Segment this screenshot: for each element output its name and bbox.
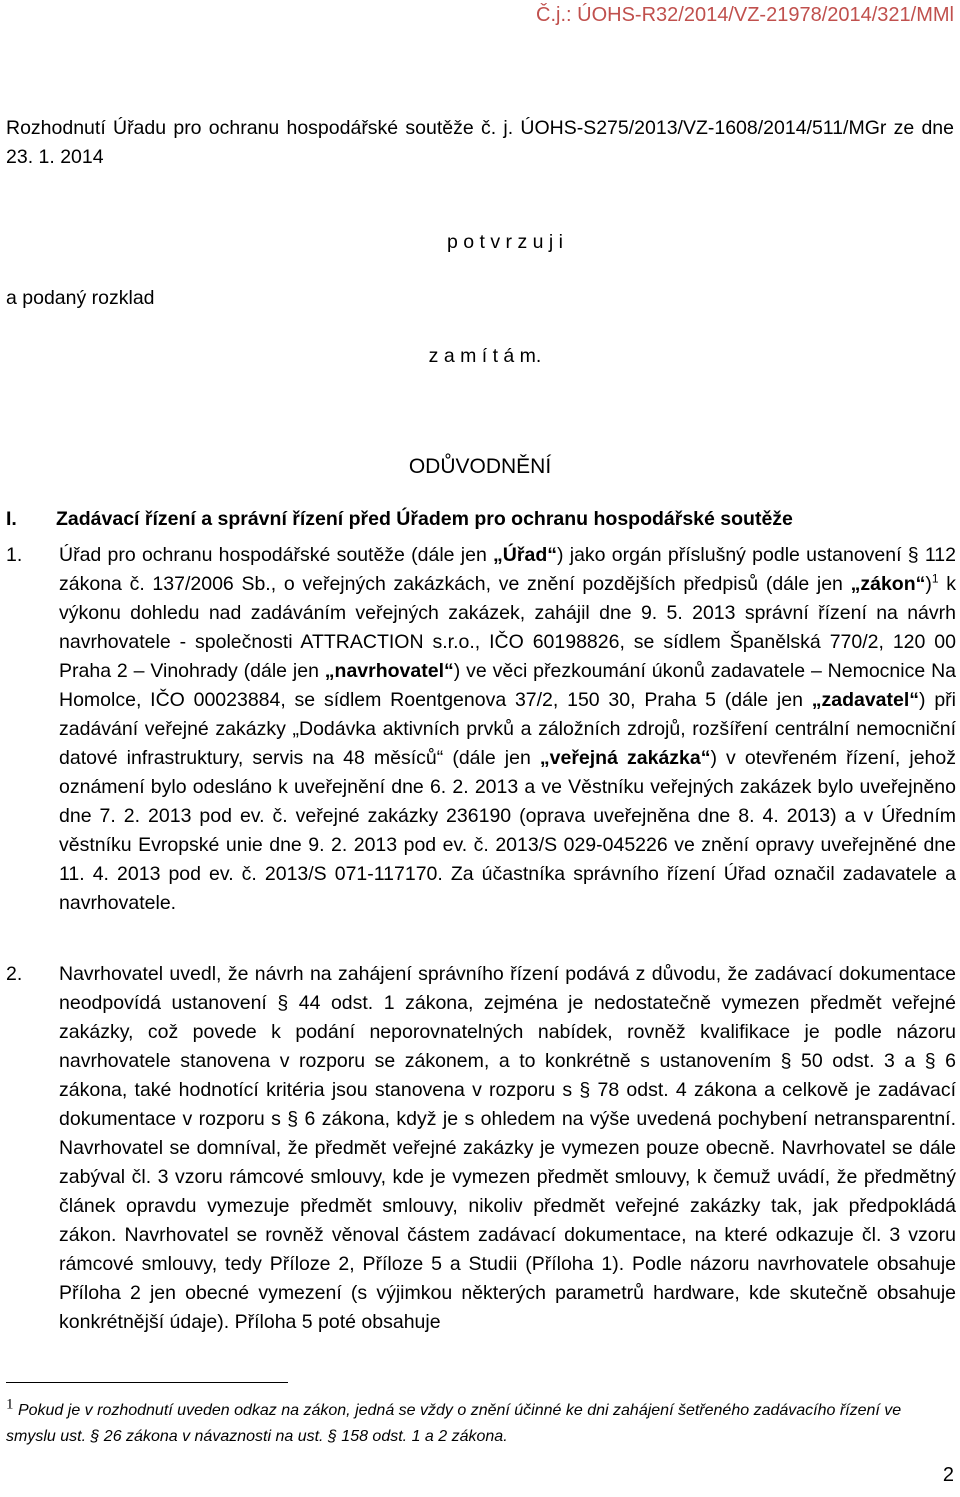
footnote-text: Pokud je v rozhodnutí uveden odkaz na zákon, jedná se vždy o znění účinné ke dni zahájení šetřeného zadávacího řízení ve smyslu ust. § 26 zákona v návaznosti na ust. § 158 odst. 1 a 2 zákona. [6, 1402, 902, 1445]
decision-intro: Rozhodnutí Úřadu pro ochranu hospodářské soutěže č. j. ÚOHS-S275/2013/VZ-1608/2014/511/MGr ze dne 23. 1. 2014 [6, 117, 954, 168]
term-zakon: „zákon“ [850, 573, 926, 595]
term-zadavatel: „zadavatel“ [811, 689, 920, 711]
reasoning-heading: ODŮVODNĚNÍ [408, 455, 552, 478]
appeal-statement: a podaný rozklad [6, 287, 155, 309]
footnote-reference: 1 [931, 571, 939, 586]
case-reference: Č.j.: ÚOHS-R32/2014/VZ-21978/2014/321/MMl [536, 4, 954, 26]
paragraph-number: 1. [6, 544, 23, 566]
paragraph-2: Navrhovatel uvedl, že návrh na zahájení správního řízení podává z důvodu, že zadávací dokumentace neodpovídá ustanovení § 44 odst. 1 zákona, zejména je nedostatečně vymezen předmět veřejné zakázky, což povede k podání neporovnatelných nabídek, rovněž kvalifikace je podle názoru navrhovatele stanovena v rozporu se zákonem, a to konkrétně s ustanovením § 50 odst. 3 a § 6 zákona, také hodnotící kritéria jsou stanovena v rozporu s § 78 odst. 4 zákona a celkově je zadávací dokumentace v rozporu s § 6 zákona, když je s ohledem na výše uvedená pochybení netransparentní. Navrhovatel se domníval, že předmět veřejné zakázky je vymezen pouze obecně. Navrhovatel se dále zabýval čl. 3 vzoru rámcové smlouvy, kde je vymezen předmět smlouvy, k čemuž uvádí, že předmětný článek opravdu vymezuje předmět smlouvy, nikoliv předmět veřejné zakázky tak, jak předpokládá zákon. Navrhovatel se rovněž věnoval částem zadávací dokumentace, na které odkazuje čl. 3 vzoru rámcové smlouvy, tedy Příloze 2, Příloze 5 a Studii (Příloha 1). Podle názoru navrhovatele obsahuje Příloha 2 jen obecné vymezení (s výjimkou některých parametrů hardware, kde skutečně obsahuje konkrétnější údaje). Příloha 5 poté obsahuje [59, 963, 956, 1333]
term-navrhovatel: „navrhovatel“ [324, 660, 454, 682]
section-heading [6, 505, 793, 534]
footnote [6, 1398, 946, 1450]
section-title: Zadávací řízení a správní řízení před Úřadem pro ochranu hospodářské soutěže [56, 508, 793, 530]
paragraph-number: 2. [6, 963, 23, 985]
term-urad: „Úřad“ [493, 544, 557, 566]
paragraph-1: Úřad pro ochranu hospodářské soutěže (dále jen „Úřad“) jako orgán příslušný podle ustanovení § 112 zákona č. 137/2006 Sb., o veřejných zakázkách, ve znění pozdějších předpisů (dále jen „zákon“)$^1$ k výkonu dohledu nad zadáváním veřejných zakázek, zahájil dne 9. 5. 2013 správní řízení na návrh navrhovatele - společnosti ATTRACTION s.r.o., IČO 60198826, se sídlem Španělská 770/2, 120 00 Praha 2 – Vinohrady (dále jen „navrhovatel“) ve věci přezkoumání úkonů zadavatele – Nemocnice Na Homolce, IČO 00023884, se sídlem Roentgenova 37/2, 150 30, Praha 5 (dále jen „zadavatel“) při zadávání veřejné zakázky „Dodávka aktivních prvků a záložních zdrojů, rozšíření centrální nemocniční datové infrastruktury, servis na 48 měsíců“ (dále jen „veřejná zakázka“) v otevřeném řízení, jehož oznámení bylo odesláno k uveřejnění dne 6. 2. 2013 a ve Věstníku veřejných zakázek bylo uveřejněno dne 7. 2. 2013 pod ev. č. veřejné zakázky 236190 (oprava uveřejněna dne 8. 4. 2013) a v Úředním věstníku Evropské unie dne 9. 2. 2013 pod ev. č. 2013/S 029-045226 ve znění opravy uveřejněné dne 11. 4. 2013 pod ev. č. 2013/S 071-117170. Za účastníka správního řízení Úřad označil zadavatele a navrhovatele. [59, 544, 956, 914]
page-number: 2 [942, 1464, 954, 1486]
footnote-divider [6, 1382, 288, 1383]
section-number: I. [6, 508, 17, 530]
verdict-reject: z a m í t á m. [428, 345, 542, 367]
verdict-confirm: p o t v r z u j i [447, 231, 563, 253]
term-verejna-zakazka: „veřejná zakázka“ [539, 747, 711, 769]
footnote-marker: 1 [6, 1396, 14, 1413]
